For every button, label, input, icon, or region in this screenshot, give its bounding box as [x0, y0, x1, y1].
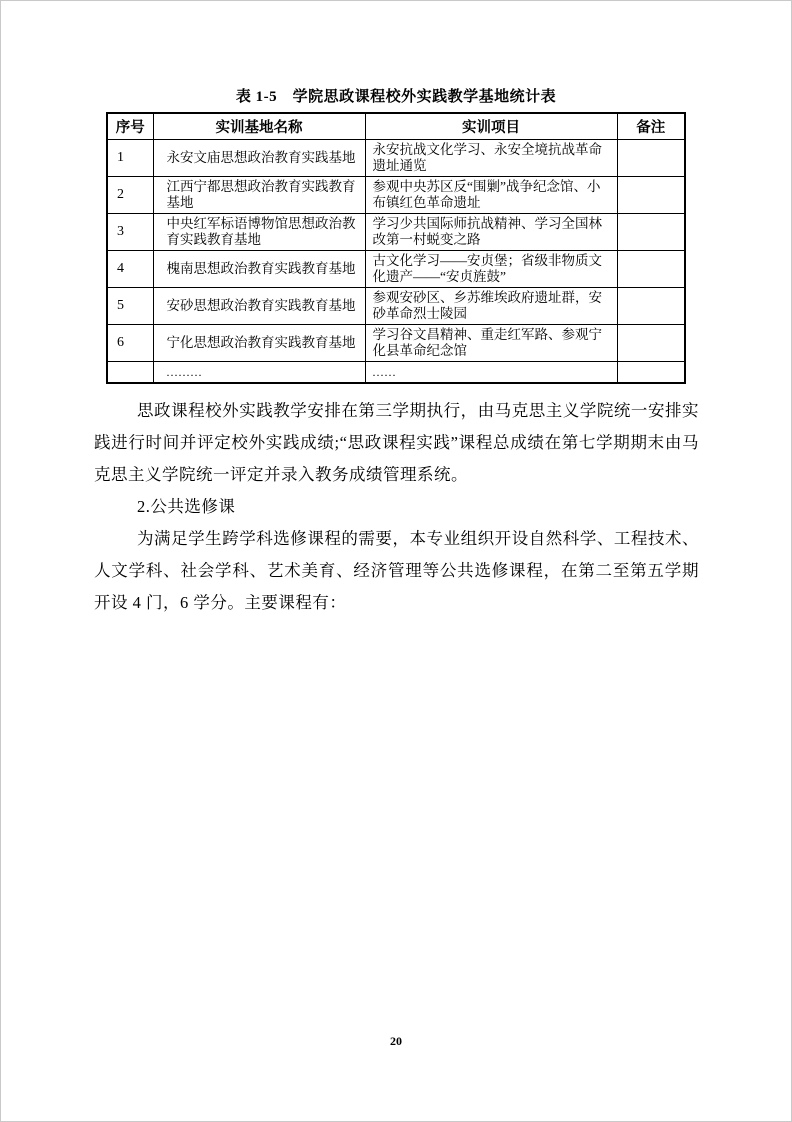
- cell-project: 学习少共国际师抗战精神、学习全国林改第一村蜕变之路: [365, 214, 617, 251]
- cell-no: 4: [107, 251, 153, 288]
- table-title: 表 1-5 学院思政课程校外实践教学基地统计表: [235, 89, 557, 105]
- cell-base-name: .........: [153, 362, 365, 383]
- cell-project: ......: [365, 362, 617, 383]
- table-header-row: [107, 113, 685, 140]
- table-row-continuation: [107, 362, 685, 383]
- paragraph-public-elective-course: 为满足学生跨学科选修课程的需要，本专业组织开设自然科学、工程技术、人文学科、社会学科、艺术美育、经济管理等公共选修课程，在第二至第五学期开设 4 门，6 学分。主要课程有：: [94, 528, 699, 612]
- cell-project: 古文化学习——安贞堡；省级非物质文化遗产——“安贞旌鼓”: [365, 251, 617, 288]
- cell-project: 永安抗战文化学习、永安全境抗战革命遗址通览: [365, 140, 617, 177]
- cell-base-name: 安砂思想政治教育实践教育基地: [153, 288, 365, 325]
- col-header-no: 序号: [107, 113, 153, 140]
- cell-project: 参观中央苏区反“围剿”战争纪念馆、小布镇红色革命遗址: [365, 177, 617, 214]
- paragraph-practice-arrangement: 思政课程校外实践教学安排在第三学期执行，由马克思主义学院统一安排实践进行时间并评定校外实践成绩;“思政课程实践”课程总成绩在第七学期期末由马克思主义学院统一评定并录入教务成绩管理系统。: [94, 400, 699, 484]
- cell-note: [617, 140, 685, 177]
- cell-project: 参观安砂区、乡苏维埃政府遗址群，安砂革命烈士陵园: [365, 288, 617, 325]
- col-header-note: 备注: [617, 113, 685, 140]
- cell-no: 6: [107, 325, 153, 362]
- heading-public-elective-course: 2.公共选修课: [137, 496, 236, 516]
- cell-note: [617, 288, 685, 325]
- table-row: [107, 140, 685, 177]
- cell-no: 5: [107, 288, 153, 325]
- table-row: [107, 251, 685, 288]
- cell-note: [617, 325, 685, 362]
- table-row: [107, 288, 685, 325]
- cell-note: [617, 214, 685, 251]
- table-row: [107, 177, 685, 214]
- cell-no: 2: [107, 177, 153, 214]
- table-row: [107, 325, 685, 362]
- cell-base-name: 宁化思想政治教育实践教育基地: [153, 325, 365, 362]
- cell-no: [107, 362, 153, 383]
- cell-base-name: 永安文庙思想政治教育实践基地: [153, 140, 365, 177]
- col-header-base-name: 实训基地名称: [153, 113, 365, 140]
- practice-base-table: [106, 112, 686, 384]
- cell-base-name: 中央红军标语博物馆思想政治教育实践教育基地: [153, 214, 365, 251]
- cell-note: [617, 177, 685, 214]
- cell-no: 1: [107, 140, 153, 177]
- body-text: [94, 395, 699, 619]
- table-row: [107, 214, 685, 251]
- cell-note: [617, 362, 685, 383]
- cell-project: 学习谷文昌精神、重走红军路、参观宁化县革命纪念馆: [365, 325, 617, 362]
- col-header-project: 实训项目: [365, 113, 617, 140]
- cell-base-name: 江西宁都思想政治教育实践教育基地: [153, 177, 365, 214]
- cell-note: [617, 251, 685, 288]
- cell-base-name: 槐南思想政治教育实践教育基地: [153, 251, 365, 288]
- cell-no: 3: [107, 214, 153, 251]
- page-number: 20: [390, 1034, 402, 1048]
